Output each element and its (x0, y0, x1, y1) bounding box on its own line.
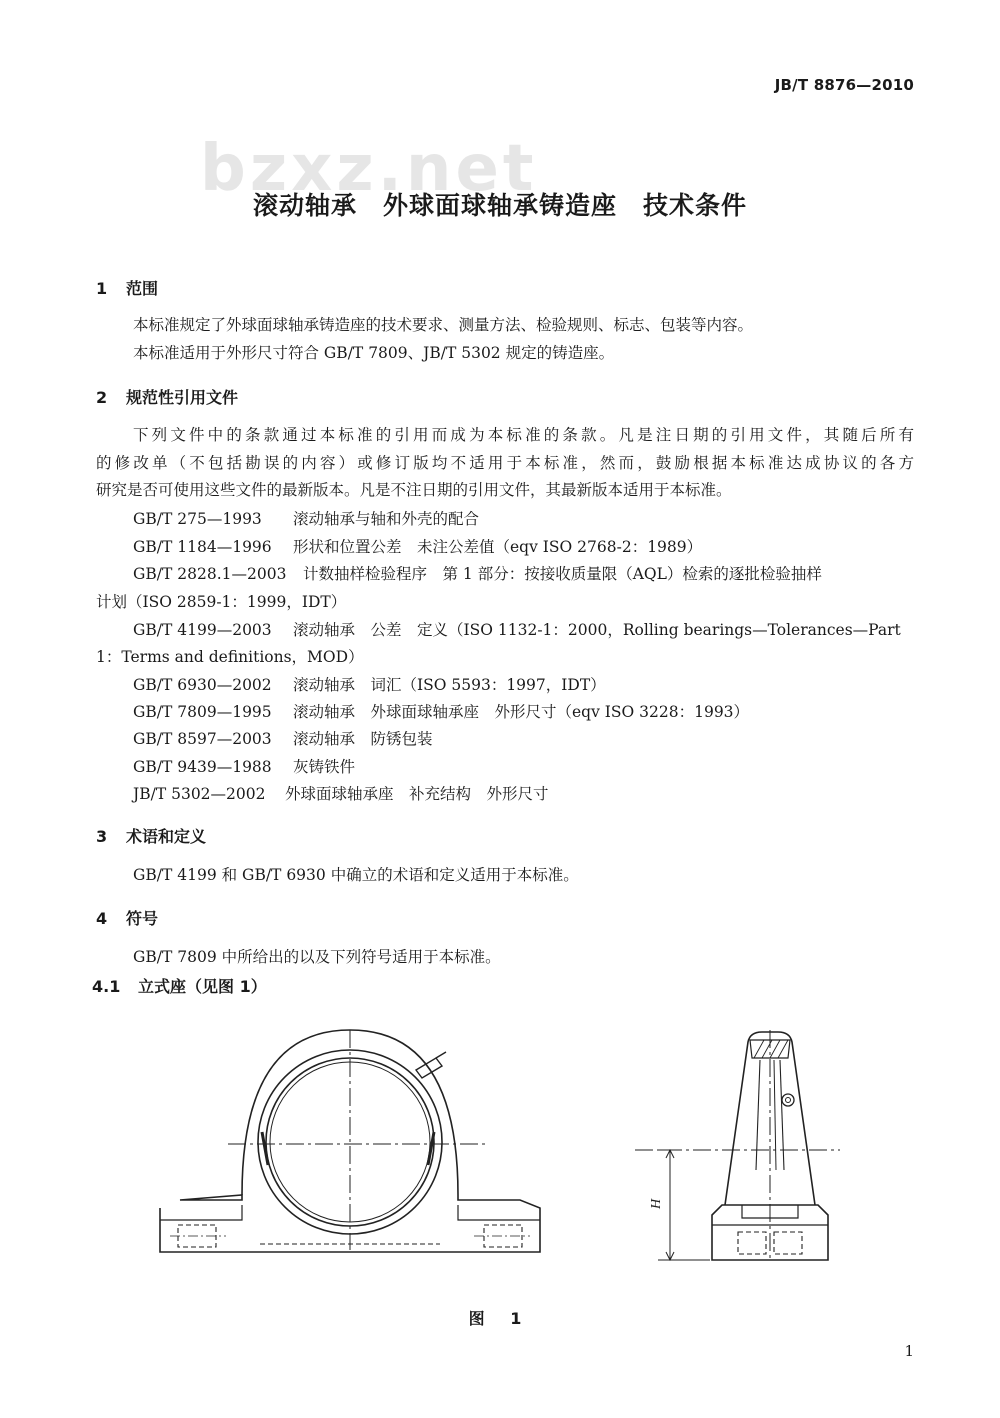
figure-caption: 图 1 (468, 1309, 532, 1328)
reference-text: 滚动轴承 外球面球轴承座 外形尺寸（eqv ISO 3228：1993） (293, 703, 750, 721)
section-number: 1 (96, 279, 108, 298)
reference-item (133, 562, 822, 584)
section-number: 4 (96, 909, 108, 928)
reference-item (133, 700, 749, 722)
section-title: 范围 (126, 279, 159, 298)
section-1-body (96, 312, 914, 367)
section-title: 术语和定义 (126, 827, 207, 846)
reference-text: 滚动轴承 词汇（ISO 5593：1997，IDT） (293, 676, 606, 694)
reference-text: 灰铸铁件 (293, 758, 356, 776)
reference-continuation: 计划（ISO 2859-1：1999，IDT） (96, 593, 347, 611)
reference-text: 计数抽样检验程序 第 1 部分：按接收质量限（AQL）检索的逐批检验抽样 (303, 565, 822, 583)
reference-text: 滚动轴承与轴和外壳的配合 (293, 510, 480, 528)
reference-item (133, 507, 479, 529)
reference-code: JB/T 5302—2002 (133, 785, 266, 803)
paragraph-line: 下列文件中的条款通过本标准的引用而成为本标准的条款。凡是注日期的引用文件，其随后所有 (133, 426, 914, 444)
reference-item (133, 618, 901, 640)
section-title: 符号 (126, 909, 159, 928)
dimension-label-h: H (649, 1198, 664, 1209)
reference-item (133, 535, 702, 557)
paragraph-line: 本标准适用于外形尺寸符合 GB/T 7809、JB/T 5302 规定的铸造座。 (133, 343, 615, 362)
reference-text: 滚动轴承 防锈包装 (293, 730, 433, 748)
reference-code: GB/T 1184—1996 (133, 538, 272, 556)
subsection-title: 立式座（见图 1） (138, 977, 267, 996)
section-3-body: GB/T 4199 和 GB/T 6930 中确立的术语和定义适用于本标准。 (133, 866, 579, 884)
reference-code: GB/T 4199—2003 (133, 621, 272, 639)
section-4-body: GB/T 7809 中所给出的以及下列符号适用于本标准。 (133, 948, 501, 966)
section-4-heading (96, 906, 158, 929)
reference-code: GB/T 8597—2003 (133, 730, 272, 748)
paragraph-line: 的修改单（不包括勘误的内容）或修订版均不适用于本标准，然而，鼓励根据本标准达成协议的各方 (96, 453, 914, 472)
reference-item (133, 727, 433, 749)
reference-continuation: 1：Terms and definitions，MOD） (96, 648, 364, 666)
reference-item (133, 755, 355, 777)
reference-code: GB/T 9439—1988 (133, 758, 272, 776)
document-title: 滚动轴承 外球面球轴承铸造座 技术条件 (252, 191, 747, 220)
reference-code: GB/T 275—1993 (133, 510, 262, 528)
section-title: 规范性引用文件 (126, 388, 239, 407)
section-number: 3 (96, 827, 108, 846)
subsection-number: 4.1 (92, 977, 121, 996)
paragraph-line: 研究是否可使用这些文件的最新版本。凡是不注日期的引用文件，其最新版本适用于本标准。 (96, 481, 732, 499)
section-2-intro (96, 422, 914, 505)
page-number: 1 (904, 1342, 914, 1360)
section-1-heading (96, 276, 158, 299)
reference-text: 外球面球轴承座 补充结构 外形尺寸 (285, 785, 549, 803)
reference-code: GB/T 2828.1—2003 (133, 565, 287, 583)
reference-code: GB/T 7809—1995 (133, 703, 272, 721)
front-view (160, 1030, 540, 1252)
side-view (635, 1030, 840, 1260)
reference-text: 形状和位置公差 未注公差值（eqv ISO 2768-2：1989） (293, 538, 703, 556)
section-3-heading (96, 824, 206, 847)
paragraph-line: 本标准规定了外球面球轴承铸造座的技术要求、测量方法、检验规则、标志、包装等内容。 (133, 316, 754, 334)
standard-code: JB/T 8876—2010 (774, 76, 914, 94)
subsection-4-1-heading (92, 974, 267, 997)
reference-code: GB/T 6930—2002 (133, 676, 272, 694)
section-number: 2 (96, 388, 108, 407)
reference-item (133, 673, 606, 695)
section-2-heading (96, 385, 238, 408)
watermark: bzxz.net (200, 132, 538, 206)
reference-text: 滚动轴承 公差 定义（ISO 1132-1：2000，Rolling bearings—Tolerances—Part (293, 621, 901, 639)
figure-1-drawing (150, 1020, 850, 1280)
reference-item (133, 782, 549, 804)
